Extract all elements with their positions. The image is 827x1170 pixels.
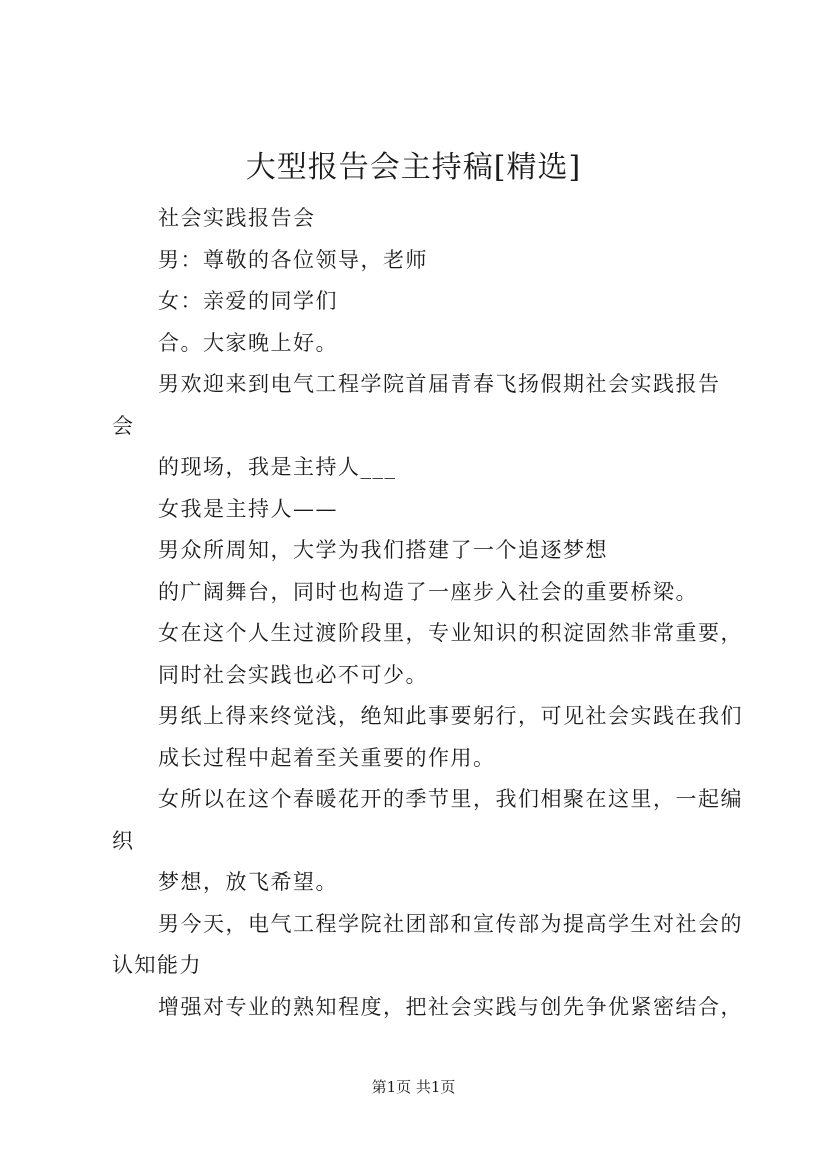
paragraph-line: 增强对专业的熟知程度，把社会实践与创先争优紧密结合， bbox=[158, 994, 743, 1019]
paragraph-line: 的现场，我是主持人___ bbox=[158, 455, 397, 479]
paragraph-line: 织 bbox=[112, 828, 135, 853]
document-body bbox=[112, 198, 742, 1028]
paragraph-line: 的广阔舞台，同时也构造了一座步入社会的重要桥梁。 bbox=[158, 579, 698, 604]
paragraph-line: 男：尊敬的各位领导，老师 bbox=[158, 247, 428, 272]
paragraph-line: 男今天，电气工程学院社团部和宣传部为提高学生对社会的 bbox=[158, 911, 743, 936]
paragraph-line: 认知能力 bbox=[112, 953, 202, 977]
paragraph-line: 社会实践报告会 bbox=[158, 206, 316, 230]
paragraph-line: 女：亲爱的同学们 bbox=[158, 289, 338, 313]
paragraph-line: 同时社会实践也必不可少。 bbox=[158, 662, 428, 687]
paragraph-line: 女所以在这个春暖花开的季节里，我们相聚在这里，一起编 bbox=[158, 787, 743, 811]
paragraph-line: 女我是主持人—— bbox=[158, 496, 338, 521]
paragraph-line: 男众所周知，大学为我们搭建了一个追逐梦想 bbox=[158, 538, 608, 562]
page-footer: 第1页 共1页 bbox=[371, 1078, 456, 1096]
paragraph-line: 梦想，放飞希望。 bbox=[158, 870, 338, 894]
paragraph-line: 会 bbox=[112, 413, 135, 438]
paragraph-line: 合。大家晚上好。 bbox=[158, 330, 338, 355]
paragraph-line: 男纸上得来终觉浅，绝知此事要躬行，可见社会实践在我们 bbox=[158, 704, 743, 728]
document-title: 大型报告会主持稿[精选] bbox=[245, 150, 582, 185]
paragraph-line: 成长过程中起着至关重要的作用。 bbox=[158, 745, 496, 770]
paragraph-line: 男欢迎来到电气工程学院首届青春飞扬假期社会实践报告 bbox=[158, 372, 721, 396]
paragraph-line: 女在这个人生过渡阶段里，专业知识的积淀固然非常重要， bbox=[158, 621, 743, 645]
